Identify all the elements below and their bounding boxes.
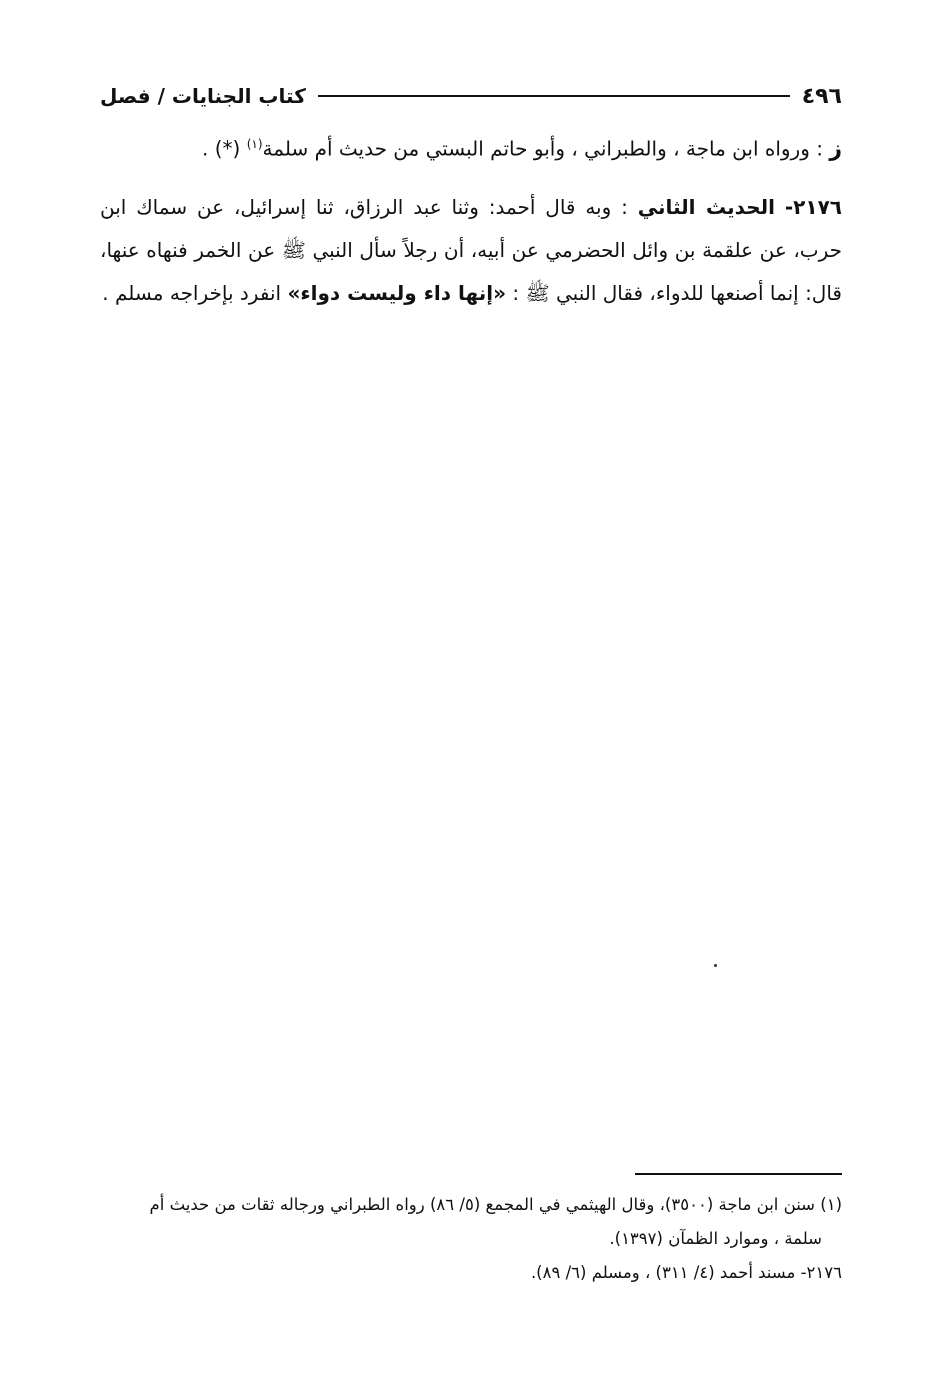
hadith-quote: «إنها داء وليست دواء» — [287, 281, 507, 305]
page-header — [100, 78, 842, 114]
source-marker: ز — [829, 136, 842, 162]
hadith-closing: انفرد بإخراجه مسلم . — [102, 281, 282, 305]
footnote-1-line-2: سلمة ، وموارد الظمآن (١٣٩٧). — [609, 1229, 822, 1248]
footnotes — [100, 1188, 842, 1290]
hadith-text: : وبه قال أحمد: وثنا عبد الرزاق، ثنا إسرائيل، عن سماك ابن حرب، عن علقمة بن وائل الحضرمي عن أبيه، أن رجلاً سأل النبي ﷺ عن الخمر فنهاه عنها، قال: إنما أصنعها للدواء، فقال النبي ﷺ : — [100, 195, 842, 305]
footnote-1-line-1: (١) سنن ابن ماجة (٣٥٠٠)، وقال الهيثمي في المجمع (٥/ ٨٦) رواه الطبراني ورجاله ثقات من حديث أم — [149, 1195, 842, 1214]
hadith-paragraph — [100, 186, 842, 315]
footnote-ref: (١) — [246, 137, 263, 151]
stray-dot — [714, 964, 717, 967]
intro-line — [100, 124, 842, 170]
page-number: ٤٩٦ — [801, 83, 842, 109]
header-rule — [318, 95, 790, 97]
intro-text: : ورواه ابن ماجة ، والطبراني ، وأبو حاتم البستي من حديث أم سلمة — [262, 136, 823, 161]
running-title: كتاب الجنايات / فصل — [100, 84, 306, 108]
hadith-heading: الحديث الثاني — [637, 195, 775, 219]
footnote-2: ٢١٧٦- مسند أحمد (٤/ ٣١١) ، ومسلم (٦/ ٨٩). — [530, 1263, 842, 1282]
hadith-number: ٢١٧٦- — [784, 195, 842, 219]
intro-end: (*) . — [202, 136, 241, 161]
footnote-rule — [635, 1173, 842, 1175]
